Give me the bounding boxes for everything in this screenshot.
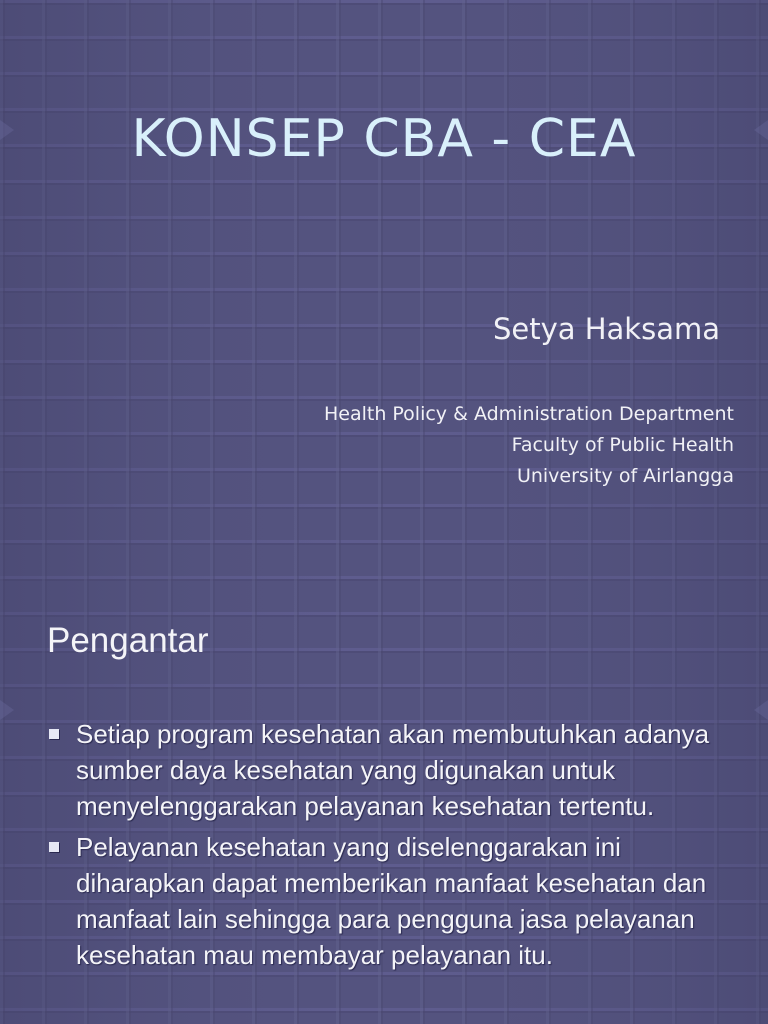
bullet-text: Setiap program kesehatan akan membutuhkan adanya sumber daya kesehatan yang digunakan untuk menyelenggarakan pelayanan kesehatan tertentu. — [76, 719, 710, 821]
content-slide — [0, 576, 768, 1024]
bullet-text: Pelayanan kesehatan yang diselenggarakan ini diharapkan dapat memberikan manfaat kesehatan dan manfaat lain sehingga para pengguna jasa pelayanan kesehatan mau membayar pelayanan itu. — [76, 832, 707, 970]
affiliation-department: Health Policy & Administration Department — [323, 403, 734, 425]
author-name: Setya Haksama — [492, 312, 720, 346]
affiliation-faculty: Faculty of Public Health — [511, 434, 734, 456]
bullet-list — [47, 716, 737, 978]
square-bullet-icon — [49, 842, 59, 852]
affiliation-university: University of Airlangga — [516, 465, 734, 487]
square-bullet-icon — [49, 729, 59, 739]
bullet-item — [47, 829, 737, 973]
section-heading: Pengantar — [47, 621, 209, 660]
bullet-item — [47, 716, 737, 824]
slide-title: KONSEP CBA - CEA — [131, 109, 637, 169]
affiliation-block — [324, 399, 734, 492]
